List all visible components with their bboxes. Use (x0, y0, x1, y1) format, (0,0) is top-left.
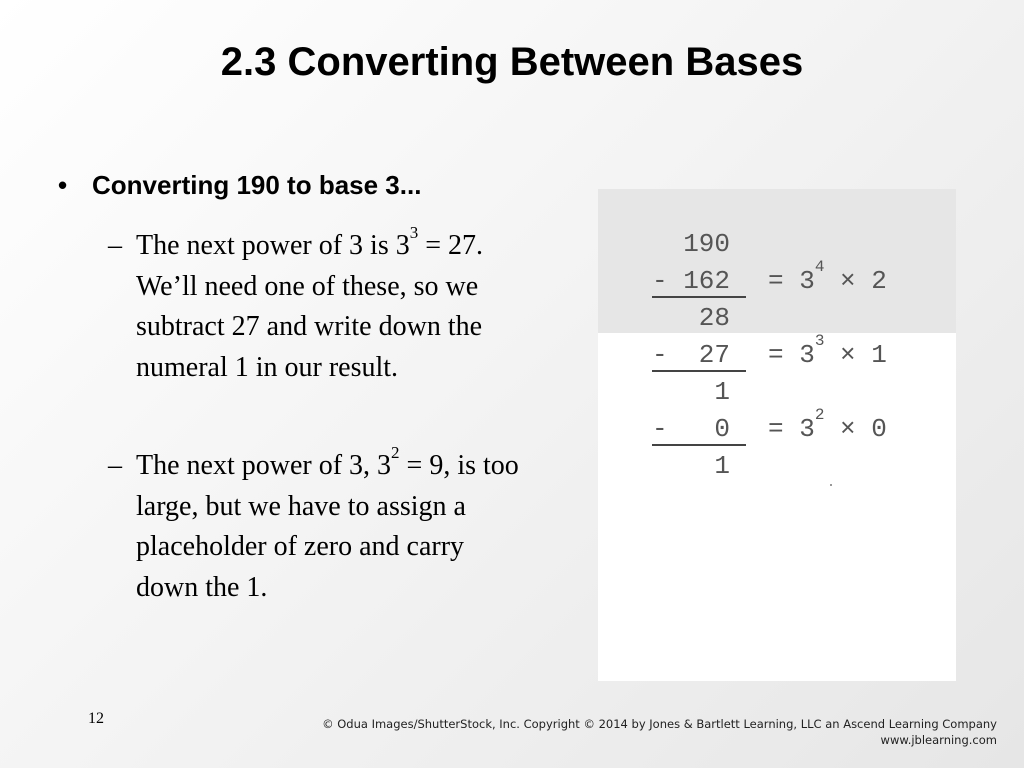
calc-line-1: 190 (652, 229, 731, 259)
slide-title: 2.3 Converting Between Bases (220, 40, 804, 84)
copyright-text: © Odua Images/ShutterStock, Inc. Copyright © 2014 by Jones & Bartlett Learning, LLC an Ascend Learning Company (322, 717, 997, 731)
bullet-marker: • (58, 170, 68, 200)
exponent: 3 (409, 223, 419, 242)
page-number: 12 (88, 710, 104, 727)
main-bullet-text: Converting 190 to base 3... (92, 170, 422, 200)
subpoint-dash: – (108, 230, 122, 261)
calc-line-2: - 162 (652, 266, 731, 296)
copyright-notice (322, 716, 997, 748)
calc-line-7: 1 (652, 451, 731, 481)
main-bullet (58, 170, 421, 201)
power-equation-2: = $3^3 \times 1$ (768, 332, 887, 370)
power-equation-1: = $3^4 \times 2$ (768, 258, 887, 296)
subpoint-dash: – (108, 450, 122, 481)
decorative-dot (830, 484, 832, 486)
subpoint-1 (108, 223, 528, 388)
subtraction-rule (652, 296, 746, 298)
calc-line-6: - 0 (652, 414, 731, 444)
subpoint-text: The next power of 3 is $3^3 = 27$. We’ll need one of these, so we subtract 27 and write down the numeral 1 in our result. (136, 223, 484, 383)
subtraction-rule (652, 444, 746, 446)
power-equation-3: = $3^2 \times 0$ (768, 406, 887, 444)
subpoint-2 (108, 443, 528, 608)
calc-line-3: 28 (652, 303, 731, 333)
subpoint-text: The next power of 3, $3^2 = 9$, is too large, but we have to assign a placeholder of zero and carry down the 1. (136, 443, 519, 603)
calc-line-5: 1 (652, 377, 731, 407)
subtraction-rule (652, 370, 746, 372)
publisher-website: www.jblearning.com (880, 733, 997, 747)
exponent: 2 (391, 443, 400, 462)
calc-line-4: - 27 (652, 340, 731, 370)
calculation-panel (598, 189, 956, 681)
